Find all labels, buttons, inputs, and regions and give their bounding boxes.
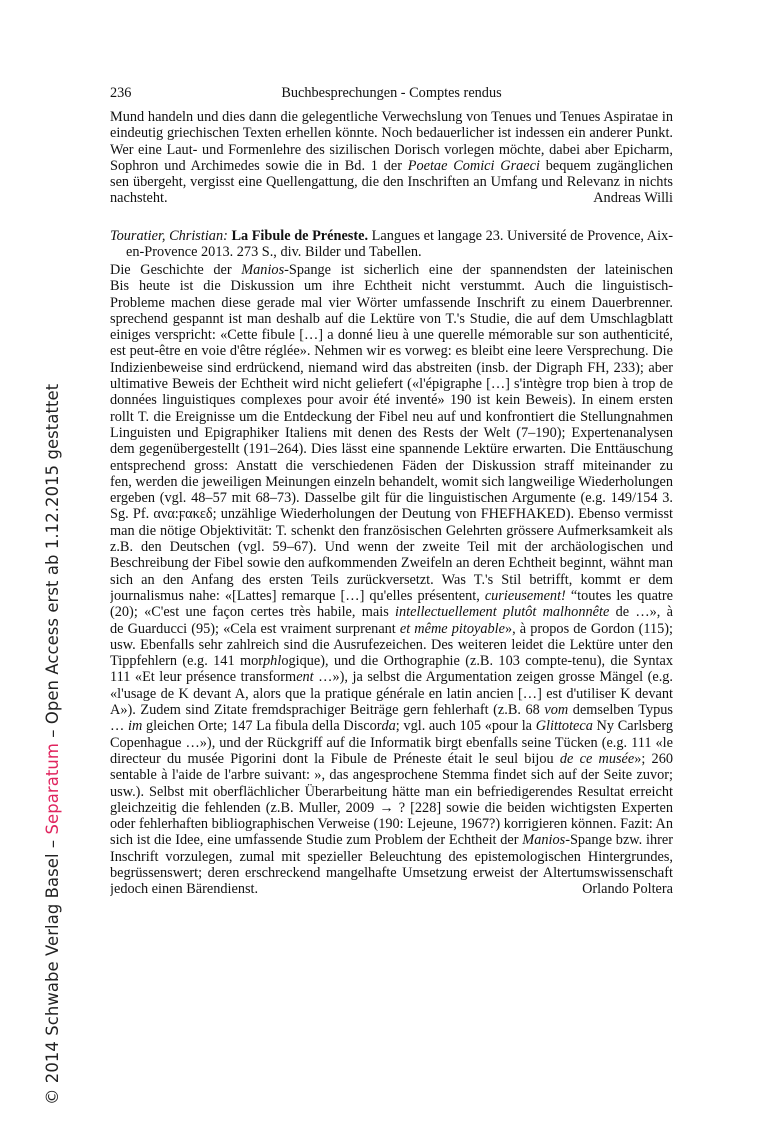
text-line: [110, 523, 673, 539]
text-line: [110, 751, 673, 767]
bold-title: La Fibule de Préneste.: [231, 228, 369, 244]
text-run: est peut-être en voie d'être réglée». Nehmen wir es vorweg: es bleibt eine leere Versprechung. Die: [110, 343, 673, 360]
text-run: usw. Ebenfalls sehr zahlreich sind die Ausrufezeichen. Des weiteren leidet die Lektüre unter den: [110, 636, 673, 653]
text-line: [110, 572, 673, 588]
text-line: [110, 735, 673, 751]
text-run: demselben Typus: [568, 702, 673, 719]
italic-text: da: [381, 718, 396, 735]
text-line: [110, 800, 673, 816]
text-run: de Guarducci (95); «Cela est vraiment surprenant: [110, 620, 400, 637]
text-line: [110, 849, 673, 865]
text-run: gleichen Orte; 147 La fibula della Discor: [142, 718, 382, 735]
text-run: Mund handeln und dies dann die gelegentliche Verwechslung von Tenues und Tenues Aspiratae in: [110, 109, 673, 125]
text-run: ogique), und die Orthographie (z.B. 103 compte-tenu), die Syntax: [281, 653, 673, 670]
text-line: [110, 621, 673, 637]
text-run: Linguisten und Epigraphiker Italiens mit denen des Rests der Welt (7–190); Expertenanalysen: [110, 424, 673, 441]
text-line: [110, 458, 673, 474]
text-line: [110, 343, 673, 359]
text-run: ergeben (vgl. 48–57 mit 68–73). Dasselbe gilt für die linguistischen Argumente (e.g. 149/154 3.: [110, 490, 673, 507]
text-run: fen, werden die jeweiligen Meinungen einzeln behandelt, womit sich langweilige Wiederholungen: [110, 473, 673, 490]
text-line: [110, 653, 673, 669]
text-line: [110, 604, 673, 620]
text-line: [110, 327, 673, 343]
text-run: ultimative Beweis der Echtheit wird nicht geliefert («l'épigraphe […] s'intègre trop bien à trop de: [110, 376, 673, 393]
italic-text: de ce musée: [559, 750, 635, 767]
running-header: [110, 85, 673, 102]
text-run: Die Geschichte der: [110, 262, 242, 278]
text-line: [110, 832, 673, 848]
text-run: Copenhague …»), und der Rückgriff auf die Informatik birgt ebenfalls seine Tücken (e.g. 111 «le: [110, 734, 673, 751]
page-number: 236: [110, 85, 132, 101]
text-run: Probleme machen diese gerade mal vier Wörter umfassende Inschrift zu einem Dauerbrenner.: [110, 294, 673, 311]
text-line: [110, 555, 673, 571]
text-line: [110, 409, 673, 425]
text-run: begrüssenswert; deren erschreckend mangelhafte Umsetzung erweist der Altertumswissenschaft: [110, 864, 673, 881]
text-line: [110, 311, 673, 327]
text-run: Beschreibung der Fibel sowie den aufkommenden Zweifeln an deren Echtheit beginnt, wähnt man: [110, 555, 673, 572]
text-run: rollt T. die Ereignisse um die Entdeckung der Fibel neu auf und konfrontiert die Stellungnahmen: [110, 408, 673, 425]
text-line: [110, 474, 673, 490]
text-run: man die nötige Objektivität: T. schenkt den französischen Gelehrten grössere Aufmerksamkeit als: [110, 522, 673, 539]
text-run: eindeutig griechischen Texten erhellen könnte. Noch bedauerlicher ist indessen ein anderer Punkt.: [110, 125, 673, 142]
text-line: [110, 686, 673, 702]
separatum-label: Separatum: [43, 743, 62, 835]
text-line: [110, 490, 673, 506]
text-line: [110, 588, 673, 604]
review-2-body: [110, 262, 673, 898]
text-run: 111 «Et leur présence transform: [110, 669, 297, 686]
text-line: [110, 174, 673, 190]
text-line: [110, 637, 673, 653]
text-run: Tippfehlern (e.g. 141 mor: [110, 653, 264, 670]
italic-text: et même pitoyable: [399, 620, 505, 637]
text-run: sprechend gespannt ist man deshalb auf die Lektüre von T.'s Studie, die auf dem Umschlagblatt: [110, 310, 673, 327]
italic-text: Manios: [241, 262, 285, 278]
text-line: [110, 109, 673, 125]
italic-text: phl: [263, 653, 282, 670]
text-run: -Spange bzw. ihrer: [565, 832, 673, 849]
text-line: [110, 425, 673, 441]
text-line: [110, 702, 673, 718]
text-line: [110, 228, 673, 244]
text-run: gleichzeitig die fehlenden (z.B. Muller, 2009 → ? [228] sowie die beiden wichtigsten Experten: [110, 799, 673, 816]
text-run: A»). Zudem sind Zitate fremdsprachiger Beiträge gern fehlerhaft (z.B. 68: [110, 702, 545, 719]
text-run: …»), ja selbst die Argumentation zeigen grosse Mängel (e.g.: [318, 669, 673, 686]
text-line: [110, 784, 673, 800]
text-run: einiges verspricht: «Cette fibule […] a donné lieu à une querelle mémorable sur son authenticité,: [110, 327, 673, 344]
text-run: »; 260: [634, 750, 673, 767]
copyright-sidebar: [43, 384, 62, 1105]
text-run: Sophron und Archimedes sowie die in Bd. 1 der: [110, 157, 408, 174]
text-run: …: [110, 718, 128, 735]
text-line: [110, 125, 673, 141]
text-line: [110, 669, 673, 685]
text-line: [110, 262, 673, 278]
text-run: oder fehlerhaften bibliographischen Verweise (190: Lejeune, 1967?) korrigieren können. Fazit: An: [110, 816, 673, 833]
text-line: [110, 816, 673, 832]
reviewer-signature: Andreas Willi: [593, 190, 673, 207]
italic-text: Poetae Comici Graeci: [407, 157, 540, 174]
text-run: “toutes les quatre: [570, 587, 673, 604]
text-run: (20); «C'est une façon certes très habile, mais: [110, 604, 396, 621]
text-line: [110, 158, 673, 174]
text-run: dem gegenübergestellt (191–264). Dies lässt eine spannende Lektüre erwarten. Die Enttäuschung: [110, 441, 673, 458]
text-run: «l'usage de K devant A, alors que la pratique générale en latin ancien […] est d'utiliser K devant: [110, 685, 673, 702]
text-run: Langues et langage 23. Université de Provence, Aix-: [368, 228, 673, 244]
text-run: Indizienbeweise sind erdrückend, niemand wird das abstreiten (insb. der Digraph FH, 233); aber: [110, 359, 673, 376]
text-line: [110, 718, 673, 734]
italic-text: Touratier, Christian:: [110, 228, 228, 244]
text-run: bequem zugänglichen: [545, 157, 673, 174]
text-run: sen übergeht, vergisst eine Quellengattung, die den Inschriften an Umfang und Relevanz in nichts: [110, 174, 673, 191]
text-run: Bis heute ist die Diskussion um ihre Echtheit nicht verstummt. Auch die linguistisch-: [110, 278, 673, 295]
reviewer-signature: Orlando Poltera: [582, 881, 673, 898]
text-run: en-Provence 2013. 273 S., div. Bilder und Tabellen.: [126, 244, 422, 261]
copyright-text: © 2014 Schwabe Verlag Basel –: [43, 834, 62, 1105]
text-run: sich ist die Idee, eine umfassende Studie zum Problem der Echtheit der: [110, 832, 523, 849]
italic-text: Manios: [522, 832, 566, 849]
text-line: [110, 142, 673, 158]
review-2-citation: [110, 228, 673, 261]
italic-text: ent: [296, 669, 314, 686]
review-1-ending: [110, 109, 673, 207]
italic-text: intellectuellement plutôt malhonnête: [395, 604, 610, 621]
text-line: [110, 190, 673, 206]
text-line: [110, 278, 673, 294]
text-line: [110, 506, 673, 522]
text-line: [110, 441, 673, 457]
text-line: [110, 295, 673, 311]
text-run: z.B. den Deutschen (vgl. 59–67). Und wenn der zweite Teil mit der archäologischen und: [110, 539, 673, 556]
text-run: usw.). Selbst mit oberflächlicher Überarbeitung hätte man ein befriedigerendes Resultat erreicht: [110, 783, 673, 800]
text-line: [110, 865, 673, 881]
text-run: Wer eine Laut- und Formenlehre des sizilischen Dorisch vorlegen möchte, dabei aber Epicharm,: [110, 141, 673, 158]
text-run: ; vgl. auch 105 «pour la: [395, 718, 536, 735]
text-run: journalismus nahe: «[Lattes] remarque […] qu'elles présentent,: [110, 587, 485, 604]
text-line: [110, 767, 673, 783]
text-run: Ny Carlsberg: [596, 718, 673, 735]
text-run: Inschrift vorzulegen, zumal mit spezieller Beleuchtung des epistemologischen Hintergrundes,: [110, 848, 673, 865]
text-run: données linguistiques complexes pour avoir été inventé» 190 ist kein Beweis). In einem ersten: [110, 392, 673, 409]
italic-text: curieusement!: [484, 587, 566, 604]
text-line: [110, 392, 673, 408]
text-run: sentable à l'aide de l'arbre suivant: », das angesprochene Stemma findet sich auf der Seite zuvor;: [110, 767, 673, 784]
text-run: entsprechend gross: Anstatt die verschiedenen Fäden der Diskussion straff miteinander zu: [110, 457, 673, 474]
text-run: sich an den Anfang des ersten Teils zurückversetzt. Was T.'s Stil betrifft, kommt er dem: [110, 571, 673, 588]
text-run: nachsteht.: [110, 190, 168, 207]
text-line: [110, 376, 673, 392]
text-run: Sg. Pf. ανα:ϝακεδ; unzählige Wiederholungen der Deutung von FHEFHAKED). Ebenso vermisst: [110, 506, 673, 523]
text-run: », à propos de Gordon (115);: [504, 620, 673, 637]
text-line: [110, 244, 673, 260]
text-run: de …», à: [615, 604, 673, 621]
text-run: jedoch einen Bärendienst.: [110, 881, 259, 898]
text-line: [110, 539, 673, 555]
running-title: Buchbesprechungen - Comptes rendus: [281, 85, 502, 101]
open-access-note: – Open Access erst ab 1.12.2015 gestattet: [43, 383, 62, 744]
italic-text: im: [127, 718, 143, 735]
italic-text: Glittoteca: [535, 718, 593, 735]
italic-text: vom: [544, 702, 569, 719]
text-run: -Spange ist sicherlich eine der spannendsten der lateinischen: [284, 262, 673, 278]
text-run: directeur du musée Pigorini dont la Fibule de Préneste était le seul bijou: [110, 750, 560, 767]
text-line: [110, 881, 673, 897]
text-line: [110, 360, 673, 376]
